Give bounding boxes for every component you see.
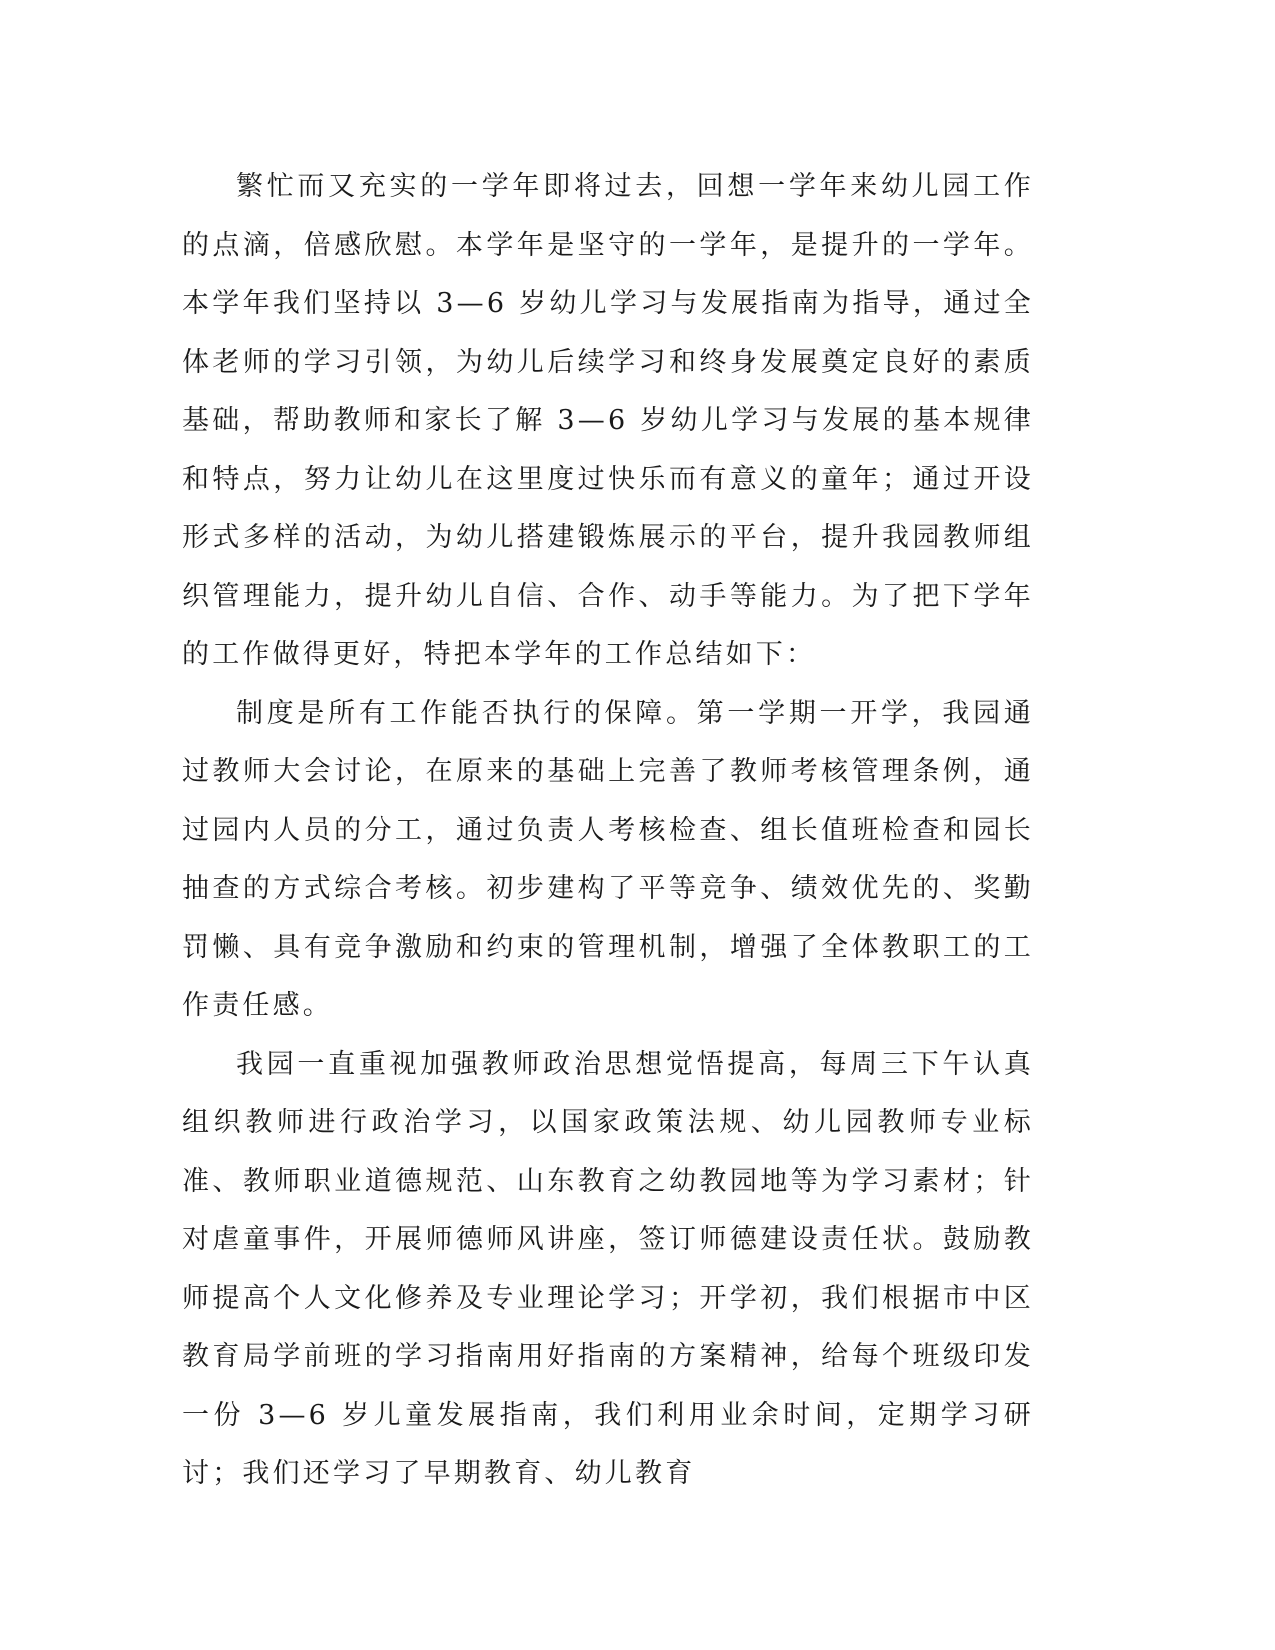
paragraph-system: 制度是所有工作能否执行的保障。第一学期一开学，我园通过教师大会讨论，在原来的基础上完善了教师考核管理条例，通过园内人员的分工，通过负责人考核检查、组长值班检查和园长抽查的方式综合考核。初步建构了平等竞争、绩效优先的、奖勤罚懒、具有竞争激励和约束的管理机制，增强了全体教职工的工作责任感。 (182, 697, 1034, 1021)
document-body (182, 158, 1034, 1504)
paragraph-study: 我园一直重视加强教师政治思想觉悟提高，每周三下午认真组织教师进行政治学习，以国家政策法规、幼儿园教师专业标准、教师职业道德规范、山东教育之幼教园地等为学习素材；针对虐童事件，开展师德师风讲座，签订师德建设责任状。鼓励教师提高个人文化修养及专业理论学习；开学初，我们根据市中区教育局学前班的学习指南用好指南的方案精神，给每个班级印发一份 3—6 岁儿童发展指南，我们利用业余时间，定期学习研讨；我们还学习了早期教育、幼儿教育 (182, 1048, 1034, 1489)
paragraph-intro: 繁忙而又充实的一学年即将过去，回想一学年来幼儿园工作的点滴，倍感欣慰。本学年是坚守的一学年，是提升的一学年。本学年我们坚持以 3—6 岁幼儿学习与发展指南为指导，通过全体老师的学习引领，为幼儿后续学习和终身发展奠定良好的素质基础，帮助教师和家长了解 3—6 岁幼儿学习与发展的基本规律和特点，努力让幼儿在这里度过快乐而有意义的童年；通过开设形式多样的活动，为幼儿搭建锻炼展示的平台，提升我园教师组织管理能力，提升幼儿自信、合作、动手等能力。为了把下学年的工作做得更好，特把本学年的工作总结如下： (182, 171, 1034, 670)
